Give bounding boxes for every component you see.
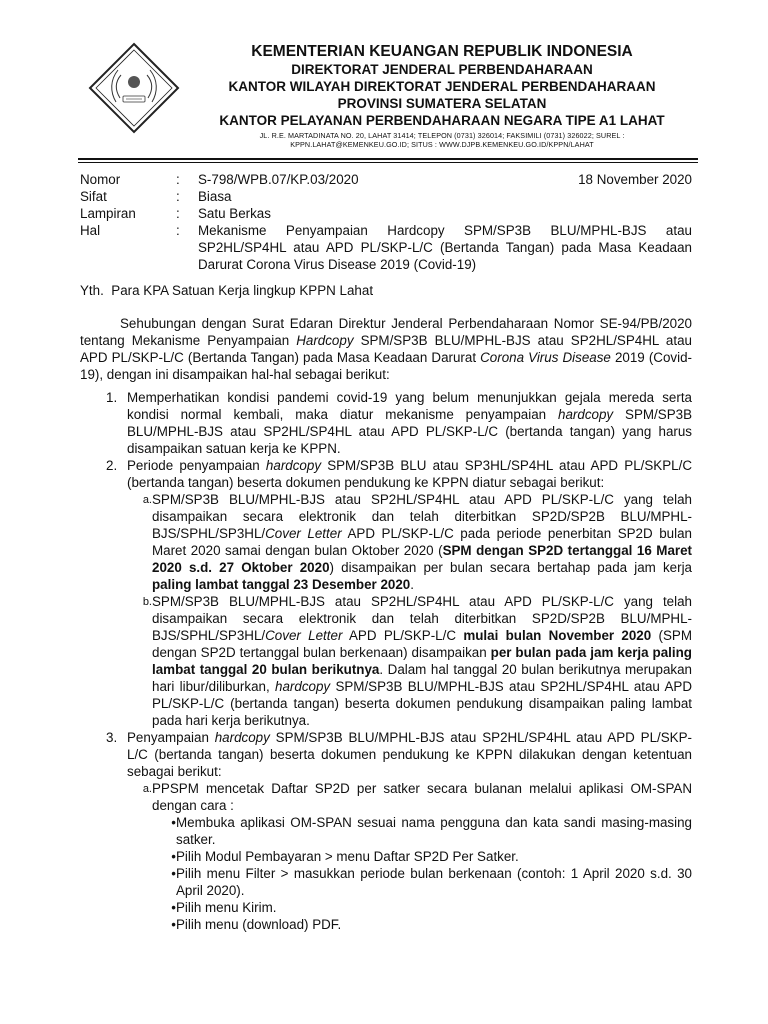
letterhead xyxy=(190,42,694,149)
address-line-1: JL. R.E. MARTADINATA NO. 20, LAHAT 31414; TELEPON (0731) 326014; FAKSIMILI (0731) 326022; SUREL : xyxy=(259,131,625,140)
nomor-label: Nomor xyxy=(80,172,121,187)
office-name: KANTOR PELAYANAN PERBENDAHARAAN NEGARA TIPE A1 LAHAT xyxy=(219,113,665,128)
kemenkeu-emblem-icon xyxy=(86,40,182,136)
regional-office-name: KANTOR WILAYAH DIREKTORAT JENDERAL PERBENDAHARAAN xyxy=(228,79,656,94)
bullet-item: • Pilih Modul Pembayaran > menu Daftar SP2D Per Satker. xyxy=(171,849,519,864)
letter-meta xyxy=(80,171,692,273)
sifat-label: Sifat xyxy=(80,189,107,204)
colon: : xyxy=(176,206,180,221)
nomor-value: S-798/WPB.07/KP.03/2020 xyxy=(198,172,359,187)
bullet-item: • Pilih menu Kirim. xyxy=(171,900,277,915)
colon: : xyxy=(176,223,180,238)
bullet-item: • Pilih menu Filter > masukkan periode bulan berkenaan (contoh: 1 April 2020 s.d. 30 April 2020). xyxy=(171,866,692,898)
numbered-list xyxy=(80,389,692,933)
header-rule-thick xyxy=(78,158,698,160)
list-item: 2. Periode penyampaian hardcopy SPM/SP3B BLU atau SP3HL/SP4HL atau APD PL/SKPL/C (bertanda tangan) beserta dokumen pendukung ke KPPN diatur sebagai berikut: a. SPM/SP3B BLU/MPHL-BJS atau SP2HL/SP4HL atau APD PL/SKP-L/C yang telah disampaikan secara elektronik dan telah diterbitkan SP2D/SP2B BLU/MPHL-BJS/SPHL/SP3HL/Cover Letter APD PL/SKP-L/C pada periode penerbitan SP2D bulan Maret 2020 samai dengan bulan Oktober 2020 (SPM dengan SP2D tertanggal 16 Maret 2020 s.d. 27 Oktober 2020) disampaikan per bulan secara bertahap pada jam kerja paling lambat tanggal 23 Desember 2020. b. SPM/SP3B BLU/MPHL-BJS atau SP2HL/SP4HL atau APD PL/SKP-L/C yang telah disampaikan secara elektronik dan telah diterbitkan SP2D/SP2B BLU/MPHL-BJS/SPHL/SP3HL/Cover Letter APD PL/SKP-L/C mulai bulan November 2020 (SPM dengan SP2D tertanggal bulan berkenaan) disampaikan per bulan pada jam kerja paling lambat tanggal 20 bulan berikutnya. Dalam hal tanggal 20 bulan berikutnya merupakan hari libur/diliburkan, hardcopy SPM/SP3B BLU/MPHL-BJS atau SP2HL/SP4HL atau APD PL/SKP-L/C (bertanda tangan) beserta dokumen pendukung disampaikan paling lambat pada hari kerja berikutnya. xyxy=(106,458,693,728)
hal-value: Mekanisme Penyampaian Hardcopy SPM/SP3B BLU/MPHL-BJS atau SP2HL/SP4HL atau APD PL/SKP-L/C (Bertanda Tangan) pada Masa Keadaan Darurat Corona Virus Disease 2019 (Covid-19) xyxy=(198,223,692,272)
bullet-item: • Pilih menu (download) PDF. xyxy=(171,917,342,932)
meta-sifat xyxy=(80,188,692,205)
ministry-name: KEMENTERIAN KEUANGAN REPUBLIK INDONESIA xyxy=(251,43,633,60)
address-line-2: KPPN.LAHAT@KEMENKEU.GO.ID; SITUS : WWW.DJPB.KEMENKEU.GO.ID/KPPN/LAHAT xyxy=(290,140,594,149)
meta-lampiran xyxy=(80,205,692,222)
province-name: PROVINSI SUMATERA SELATAN xyxy=(337,96,547,111)
salutation: Yth. Para KPA Satuan Kerja lingkup KPPN Lahat xyxy=(80,283,374,298)
sifat-value: Biasa xyxy=(198,189,232,204)
lampiran-label: Lampiran xyxy=(80,206,136,221)
directorate-name: DIREKTORAT JENDERAL PERBENDAHARAAN xyxy=(291,62,593,77)
sub-item: a. SPM/SP3B BLU/MPHL-BJS atau SP2HL/SP4HL atau APD PL/SKP-L/C yang telah disampaikan secara elektronik dan telah diterbitkan SP2D/SP2B BLU/MPHL-BJS/SPHL/SP3HL/Cover Letter APD PL/SKP-L/C pada periode penerbitan SP2D bulan Maret 2020 samai dengan bulan Oktober 2020 (SPM dengan SP2D tertanggal 16 Maret 2020 s.d. 27 Oktober 2020) disampaikan per bulan secara bertahap pada jam kerja paling lambat tanggal 23 Desember 2020. xyxy=(142,492,693,592)
colon: : xyxy=(176,172,180,187)
hal-label: Hal xyxy=(80,223,101,238)
sub-item: b. SPM/SP3B BLU/MPHL-BJS atau SP2HL/SP4HL atau APD PL/SKP-L/C yang telah disampaikan secara elektronik dan telah diterbitkan SP2D/SP2B BLU/MPHL-BJS/SPHL/SP3HL/Cover Letter APD PL/SKP-L/C mulai bulan November 2020 (SPM dengan SP2D tertanggal bulan berkenaan) disampaikan per bulan pada jam kerja paling lambat tanggal 20 bulan berikutnya. Dalam hal tanggal 20 bulan berikutnya merupakan hari libur/diliburkan, hardcopy SPM/SP3B BLU/MPHL-BJS atau SP2HL/SP4HL atau APD PL/SKP-L/C (bertanda tangan) beserta dokumen pendukung disampaikan paling lambat pada hari kerja berikutnya. xyxy=(142,594,693,728)
colon: : xyxy=(176,189,180,204)
list-item: 3. Penyampaian hardcopy SPM/SP3B BLU/MPHL-BJS atau SP2HL/SP4HL atau APD PL/SKP-L/C (bertanda tangan) beserta dokumen pendukung ke KPPN dilakukan dengan ketentuan sebagai berikut: a. PPSPM mencetak Daftar SP2D per satker secara bulanan melalui aplikasi OM-SPAN dengan cara : • Membuka aplikasi OM-SPAN sesuai nama pengguna dan kata sandi masing-masing satker. • Pilih Modul Pembayaran > menu Daftar SP2D Per Satker. • Pilih menu Filter > masukkan periode bulan berkenaan (contoh: 1 April 2020 s.d. 30 April 2020). • Pilih menu Kirim. • Pilih menu (download) PDF. xyxy=(106,730,692,932)
letter-date: 18 November 2020 xyxy=(578,172,692,187)
header-rule-thin xyxy=(78,162,698,163)
intro-paragraph: Sehubungan dengan Surat Edaran Direktur Jenderal Perbendaharaan Nomor SE-94/PB/2020 tentang Mekanisme Penyampaian Hardcopy SPM/SP3B BLU/MPHL-BJS atau SP2HL/SP4HL atau APD PL/SKP-L/C (Bertanda Tangan) pada Masa Keadaan Darurat Corona Virus Disease 2019 (Covid-19), dengan ini disampaikan hal-hal sebagai berikut: xyxy=(80,316,692,382)
bullet-item: • Membuka aplikasi OM-SPAN sesuai nama pengguna dan kata sandi masing-masing satker. xyxy=(171,815,692,847)
lampiran-value: Satu Berkas xyxy=(198,206,271,221)
meta-hal xyxy=(80,222,692,273)
sub-item: a. PPSPM mencetak Daftar SP2D per satker secara bulanan melalui aplikasi OM-SPAN dengan cara : xyxy=(142,781,692,813)
list-item: 1. Memperhatikan kondisi pandemi covid-19 yang belum menunjukkan gejala mereda serta kondisi normal kembali, maka diatur mekanisme penyampaian hardcopy SPM/SP3B BLU/MPHL-BJS atau SP2HL/SP4HL atau APD PL/SKP-L/C (bertanda tangan) yang harus disampaikan satuan kerja ke KPPN. xyxy=(106,390,693,456)
